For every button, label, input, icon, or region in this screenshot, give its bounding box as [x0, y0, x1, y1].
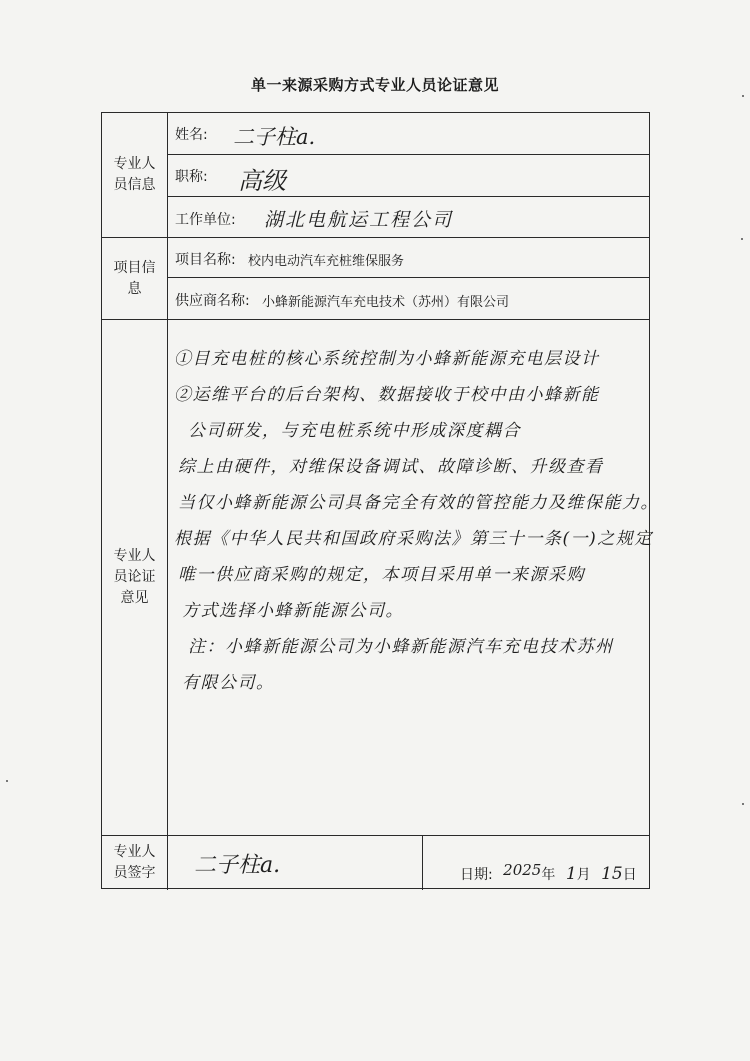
date-line — [460, 861, 637, 884]
supplier-subrow — [168, 278, 649, 320]
project-info-row — [102, 238, 649, 320]
argument-form — [101, 112, 659, 889]
employer-handwritten: 湖北电航运工程公司 — [264, 209, 454, 231]
date-month: 1 — [565, 864, 577, 884]
employer-subrow — [168, 197, 649, 238]
date-label: 日期: — [460, 867, 493, 883]
date-day-suffix: 日 — [622, 867, 637, 883]
supplier-value: 小蜂新能源汽车充电技术（苏州）有限公司 — [262, 295, 510, 310]
opinion-line: ②运维平台的后台架构、数据接收于校中由小蜂新能 — [174, 385, 600, 405]
scan-speck — [6, 780, 8, 782]
date-separator — [422, 836, 423, 890]
expert-info-label: 专业人员信息 — [102, 113, 168, 237]
opinion-line: 根据《中华人民共和国政府采购法》第三十一条(一)之规定 — [174, 529, 653, 549]
name-subrow — [168, 113, 649, 155]
opinion-line: ①目充电桩的核心系统控制为小蜂新能源充电层设计 — [174, 349, 600, 369]
scan-speck — [742, 95, 744, 97]
opinion-line: 当仅小蜂新能源公司具备完全有效的管控能力及维保能力。 — [178, 493, 659, 513]
opinion-handwritten-body — [174, 341, 659, 701]
project-name-label: 项目名称: — [175, 252, 236, 268]
project-info-label: 项目信息 — [102, 238, 168, 319]
title-subrow — [168, 155, 649, 197]
project-name-value: 校内电动汽车充桩维保服务 — [248, 254, 405, 269]
date-year: 2025 — [503, 861, 542, 879]
opinion-line: 注：小蜂新能源公司为小蜂新能源汽车充电技术苏州 — [188, 637, 614, 657]
opinion-line: 唯一供应商采购的规定，本项目采用单一来源采购 — [178, 565, 585, 585]
expert-info-row — [102, 113, 649, 238]
name-label: 姓名: — [175, 127, 208, 143]
opinion-line: 有限公司。 — [182, 673, 275, 693]
scan-speck — [741, 238, 743, 240]
signature-label: 专业人员签字 — [102, 836, 168, 890]
title-handwritten: 高级 — [238, 167, 286, 195]
opinion-label: 专业人员论证意见 — [102, 320, 168, 835]
opinion-line: 公司研发，与充电桩系统中形成深度耦合 — [188, 421, 521, 441]
name-handwritten: 二子柱a. — [233, 125, 316, 149]
signature-row — [102, 836, 649, 890]
project-name-subrow — [168, 238, 649, 278]
date-year-suffix: 年 — [541, 867, 556, 883]
date-month-suffix: 月 — [576, 867, 591, 883]
title-label: 职称: — [175, 169, 208, 185]
signature-handwritten: 二子柱a. — [194, 853, 281, 878]
page-title: 单一来源采购方式专业人员论证意见 — [250, 76, 499, 94]
employer-label: 工作单位: — [175, 212, 236, 228]
opinion-line: 方式选择小蜂新能源公司。 — [182, 601, 404, 621]
supplier-label: 供应商名称: — [175, 293, 250, 309]
opinion-line: 综上由硬件，对维保设备调试、故障诊断、升级查看 — [178, 457, 604, 477]
date-day: 15 — [601, 864, 623, 884]
scan-speck — [742, 803, 744, 805]
